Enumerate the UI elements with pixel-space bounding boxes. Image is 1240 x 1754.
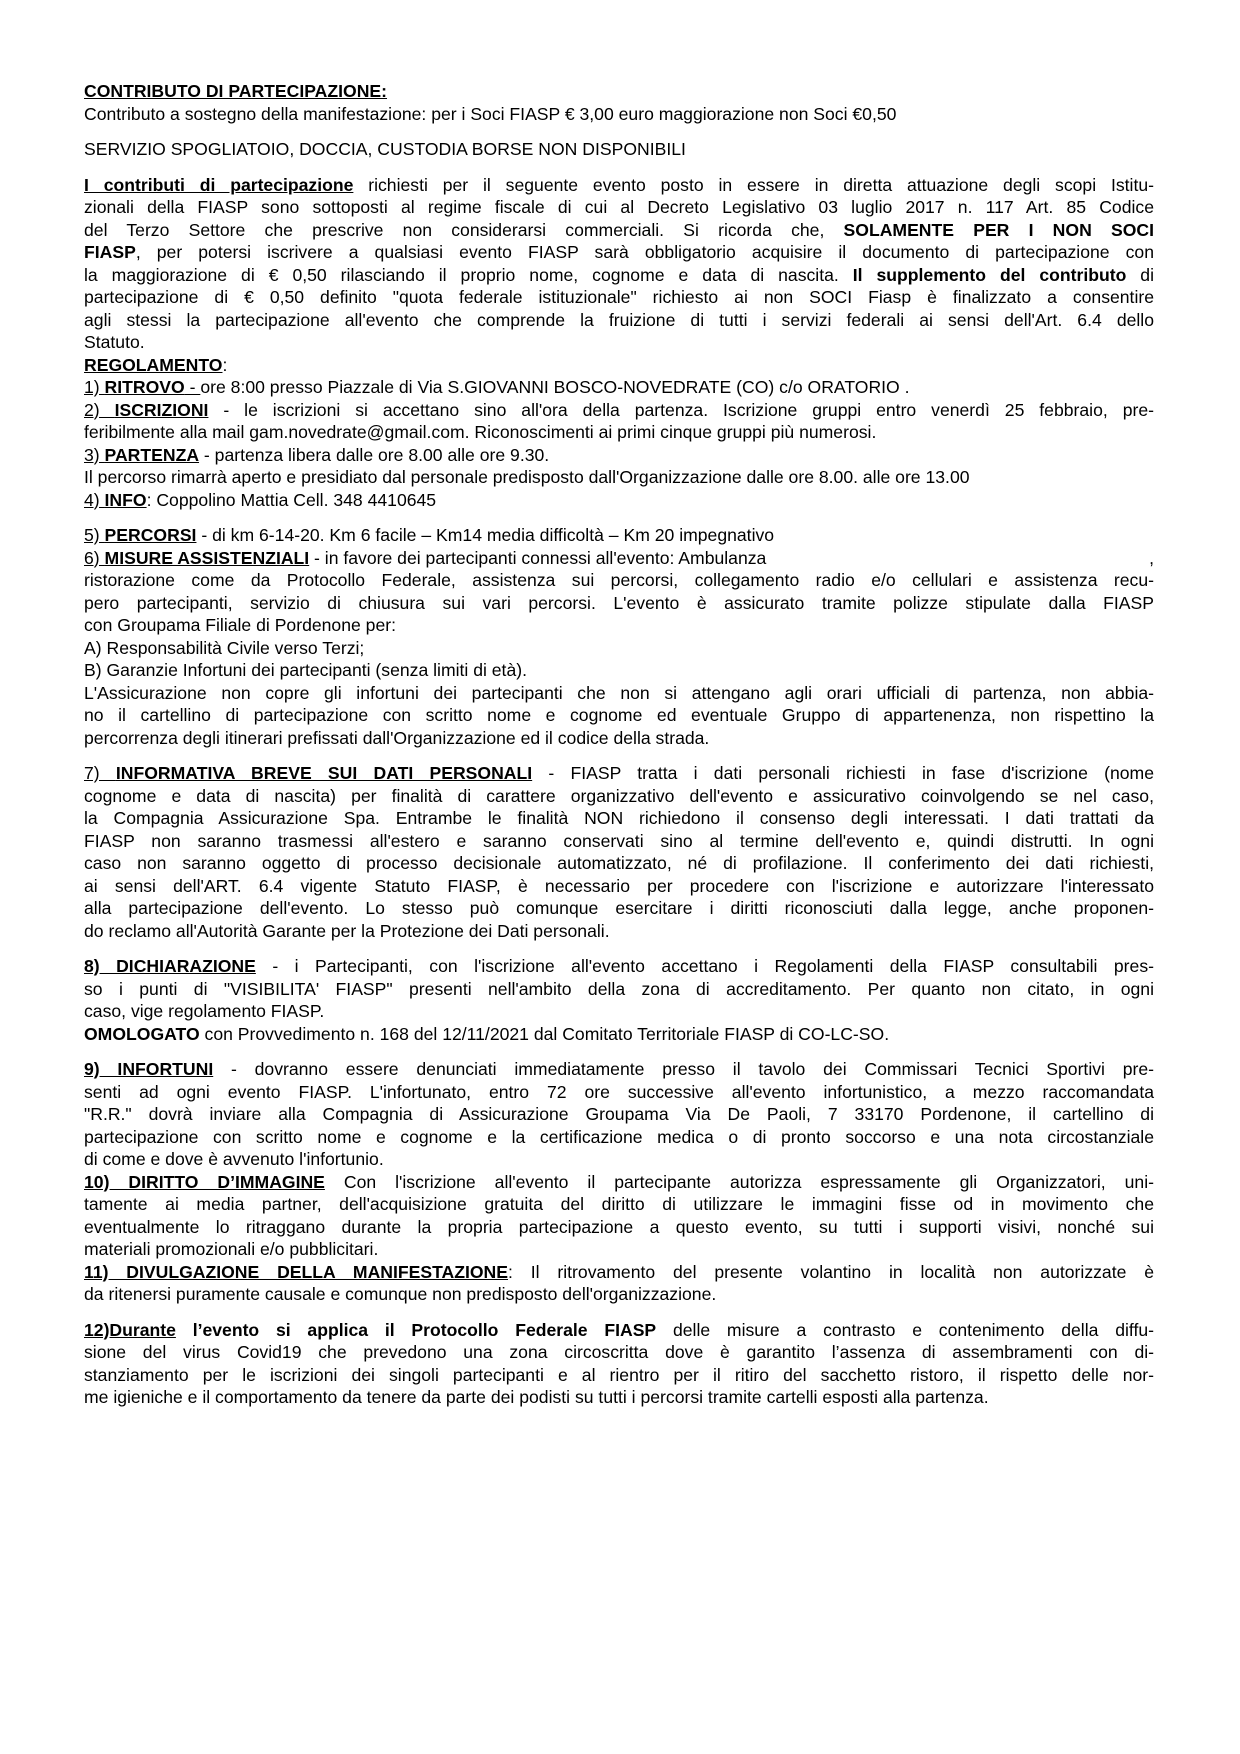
protocollo-text-1: delle misure a contrasto e contenimento della diffu- <box>656 1319 1154 1340</box>
percorsi-misure-section <box>84 524 1154 749</box>
dichiarazione-text-2: so i punti di "VISIBILITA' FIASP" presenti nell'ambito della zona di accreditamento. Per quanto non citato, in ogni <box>84 978 1154 999</box>
partenza-text-2: Il percorso rimarrà aperto e presidiato dal personale predisposto dall'Organizzazione dalle ore 8.00. alle ore 13.00 <box>84 467 970 487</box>
percorsi-title: PERCORSI <box>104 525 197 545</box>
protocollo-number: 12)Durante <box>84 1319 176 1340</box>
info-title: INFO <box>104 489 147 510</box>
ritrovo-text: ore 8:00 presso Piazzale di Via S.GIOVANNI BOSCO-NOVEDRATE (CO) c/o ORATORIO . <box>200 377 910 397</box>
info-text: : Coppolino Mattia Cell. 348 4410645 <box>146 489 437 510</box>
regolamento-section <box>84 354 1154 512</box>
informativa-section <box>84 762 1154 942</box>
informativa-text-5: caso non saranno oggetto di processo decisionale automatizzato, né di profilazione. Il conferimento dei dati richiesti, <box>84 853 1154 873</box>
ritrovo-title: RITROVO <box>104 377 185 397</box>
misure-title: MISURE ASSISTENZIALI <box>104 547 310 568</box>
percorsi-text: - di km 6-14-20. Km 6 facile – Km14 media difficoltà – Km 20 impegnativo <box>196 525 775 545</box>
protocollo-title: l’evento si applica il Protocollo Federale FIASP <box>175 1319 657 1340</box>
informativa-text-2: cognome e data di nascita) per finalità di carattere organizzativo dell'evento e assicurativo coinvolgendo se nel caso, <box>84 785 1154 806</box>
misure-text-7: L'Assicurazione non copre gli infortuni dei partecipanti che non si attengano agli orari ufficiali di partenza, non abbia- <box>84 682 1154 703</box>
misure-text-3: pero partecipanti, servizio di chiusura sui vari percorsi. L'evento è assicurato tramite polizze stipulate dalla FIASP <box>84 592 1154 613</box>
contributi-line-1: richiesti per il seguente evento posto in essere in diretta attuazione degli scopi Istitu- <box>353 174 1154 195</box>
omologato-bold: OMOLOGATO <box>84 1023 200 1044</box>
infortuni-text-4: partecipazione con scritto nome e cognome e la certificazione medica o di pronto soccorso e una nota circostanziale <box>84 1126 1154 1147</box>
contributi-line-2: zionali della FIASP sono sottoposti al regime fiscale di cui al Decreto Legislativo 03 luglio 2017 n. 117 Art. 85 Codice <box>84 197 1154 217</box>
contributo-section <box>84 80 1154 125</box>
divulgazione-text-1: : Il ritrovamento del presente volantino in località non autorizzate è <box>508 1261 1154 1282</box>
misure-number: 6) <box>84 547 105 568</box>
supplemento-bold: Il supplemento del contributo <box>852 264 1127 285</box>
contributi-lead: I contributi di partecipazione <box>84 174 354 195</box>
divulgazione-text-2: da ritenersi puramente causale e comunque non predisposto dell'organizzazione. <box>84 1284 717 1304</box>
ritrovo-number: 1) <box>84 377 105 397</box>
regulation-document <box>84 80 1154 1409</box>
infortuni-text-3: "R.R." dovrà inviare alla Compagnia di Assicurazione Groupama Via De Paoli, 7 33170 Pordenone, il cartellino di <box>84 1104 1154 1124</box>
protocollo-section <box>84 1319 1154 1409</box>
servizio-notice-section <box>84 138 1154 161</box>
ritrovo-dash: - <box>184 377 201 397</box>
protocollo-text-4: me igieniche e il comportamento da tenere da parte dei podisti su tutti i percorsi tramite cartelli esposti alla partenza. <box>84 1387 989 1407</box>
misure-text-6: B) Garanzie Infortuni dei partecipanti (senza limiti di età). <box>84 660 527 680</box>
infortuni-text-5: di come e dove è avvenuto l'infortunio. <box>84 1149 384 1169</box>
contributi-paragraph <box>84 174 1154 354</box>
infortuni-section <box>84 1058 1154 1306</box>
dichiarazione-section <box>84 955 1154 1045</box>
informativa-text-6: ai sensi dell'ART. 6.4 vigente Statuto FIASP, è necessario per procedere con l'iscrizione e autorizzare l'interessato <box>84 875 1154 896</box>
contributi-line-6: partecipazione di € 0,50 definito "quota federale istituzionale" richiesto ai non SOCI Fiasp è finalizzato a consentire <box>84 287 1154 307</box>
informativa-text-1: - FIASP tratta i dati personali richiesti in fase d'iscrizione (nome <box>532 763 1154 783</box>
diritto-text-3: eventualmente lo ritraggano durante la propria partecipazione a questo evento, su tutti i supporti visivi, nonché sui <box>84 1216 1154 1237</box>
infortuni-text-1: - dovranno essere denunciati immediatamente presso il tavolo dei Commissari Tecnici Sportivi pre- <box>213 1059 1155 1079</box>
contributi-line-5-end: di <box>1126 264 1154 285</box>
omologato-text: con Provvedimento n. 168 del 12/11/2021 dal Comitato Territoriale FIASP di CO-LC-SO. <box>199 1023 890 1044</box>
informativa-text-7: alla partecipazione dell'evento. Lo stesso può comunque esercitare i diritti riconosciuti dalla legge, anche proponen- <box>84 898 1154 918</box>
contributi-line-3: del Terzo Settore che prescrive non considerarsi commerciali. Si ricorda che, <box>84 219 844 240</box>
misure-text-8: no il cartellino di partecipazione con scritto nome e cognome ed eventuale Gruppo di appartenenza, non rispettino la <box>84 705 1154 725</box>
dichiarazione-title: 8) DICHIARAZIONE <box>84 956 256 976</box>
infortuni-text-2: senti ad ogni evento FIASP. L'infortunato, entro 72 ore successive all'evento infortunistico, a mezzo raccomandata <box>84 1081 1154 1102</box>
partenza-title: PARTENZA <box>104 444 200 465</box>
contributi-line-7: agli stessi la partecipazione all'evento che comprende la fruizione di tutti i servizi federali ai sensi dell'Art. 6.4 dello <box>84 309 1154 330</box>
misure-text-1: - in favore dei partecipanti connessi all'evento: Ambulanza <box>309 547 767 568</box>
protocollo-text-2: sione del virus Covid19 che prevedono una zona circoscritta dove è garantito l’assenza di assembramenti con di- <box>84 1342 1154 1362</box>
diritto-text-1: Con l'iscrizione all'evento il partecipante autorizza espressamente gli Organizzatori, uni- <box>324 1171 1154 1192</box>
informativa-text-3: la Compagnia Assicurazione Spa. Entrambe le finalità NON richiedono il consenso degli interessati. I dati trattati da <box>84 808 1154 828</box>
misure-text-4: con Groupama Filiale di Pordenone per: <box>84 615 396 635</box>
diritto-text-2: tamente ai media partner, dell'acquisizione gratuita del diritto di utilizzare le immagini fisse od in movimento che <box>84 1194 1154 1214</box>
informativa-title: INFORMATIVA BREVE SUI DATI PERSONALI <box>115 763 533 783</box>
diritto-title: 10) DIRITTO D’IMMAGINE <box>84 1171 325 1192</box>
protocollo-text-3: stanziamento per le iscrizioni dei singoli partecipanti e al rientro per il ritiro del sacchetto ristoro, il rispetto delle nor- <box>84 1364 1154 1385</box>
partenza-text-1: - partenza libera dalle ore 8.00 alle ore 9.30. <box>199 444 550 465</box>
contributi-line-4: , per potersi iscrivere a qualsiasi evento FIASP sarà obbligatorio acquisire il documento di partecipazione con <box>135 242 1154 262</box>
infortuni-title: 9) INFORTUNI <box>84 1059 214 1079</box>
informativa-number: 7) <box>84 763 116 783</box>
informativa-text-4: FIASP non saranno trasmessi all'estero e saranno conservati sino al termine dell'evento e, quindi distrutti. In ogni <box>84 830 1154 851</box>
regolamento-heading: REGOLAMENTO <box>84 354 223 375</box>
solamente-non-soci-bold: SOLAMENTE PER I NON SOCI <box>843 219 1154 240</box>
info-number: 4) <box>84 489 105 510</box>
iscrizioni-number: 2) <box>84 399 115 420</box>
dichiarazione-text-3: caso, vige regolamento FIASP. <box>84 1001 325 1021</box>
divulgazione-title: 11) DIVULGAZIONE DELLA MANIFESTAZIONE <box>84 1261 509 1282</box>
servizio-notice: SERVIZIO SPOGLIATOIO, DOCCIA, CUSTODIA BORSE NON DISPONIBILI <box>84 139 686 159</box>
contributi-line-5: la maggiorazione di € 0,50 rilasciando il proprio nome, cognome e data di nascita. <box>84 264 853 285</box>
iscrizioni-title: ISCRIZIONI <box>114 399 209 420</box>
misure-trailing-comma: , <box>1149 547 1154 568</box>
partenza-number: 3) <box>84 444 105 465</box>
iscrizioni-text-2: feribilmente alla mail gam.novedrate@gmail.com. Riconoscimenti ai primi cinque gruppi più numerosi. <box>84 422 877 442</box>
diritto-text-4: materiali promozionali e/o pubblicitari. <box>84 1239 379 1259</box>
iscrizioni-text-1: - le iscrizioni si accettano sino all'ora della partenza. Iscrizione gruppi entro venerdì 25 febbraio, pre- <box>208 399 1154 420</box>
misure-text-2: ristorazione come da Protocollo Federale, assistenza sui percorsi, collegamento radio e/o cellulari e assistenza recu- <box>84 570 1154 590</box>
fiasp-bold: FIASP <box>84 242 136 262</box>
contributo-line: Contributo a sostegno della manifestazione: per i Soci FIASP € 3,00 euro maggiorazione non Soci €0,50 <box>84 103 897 124</box>
contributo-heading: CONTRIBUTO DI PARTECIPAZIONE: <box>84 81 388 101</box>
informativa-text-8: do reclamo all'Autorità Garante per la Protezione dei Dati personali. <box>84 920 610 941</box>
percorsi-number: 5) <box>84 525 105 545</box>
misure-text-9: percorrenza degli itinerari prefissati dall'Organizzazione ed il codice della strada. <box>84 727 710 748</box>
dichiarazione-text-1: - i Partecipanti, con l'iscrizione all'evento accettano i Regolamenti della FIASP consultabili pres- <box>255 956 1154 976</box>
contributi-line-8: Statuto. <box>84 332 145 352</box>
regolamento-colon: : <box>222 354 228 375</box>
misure-text-5: A) Responsabilità Civile verso Terzi; <box>84 637 365 658</box>
